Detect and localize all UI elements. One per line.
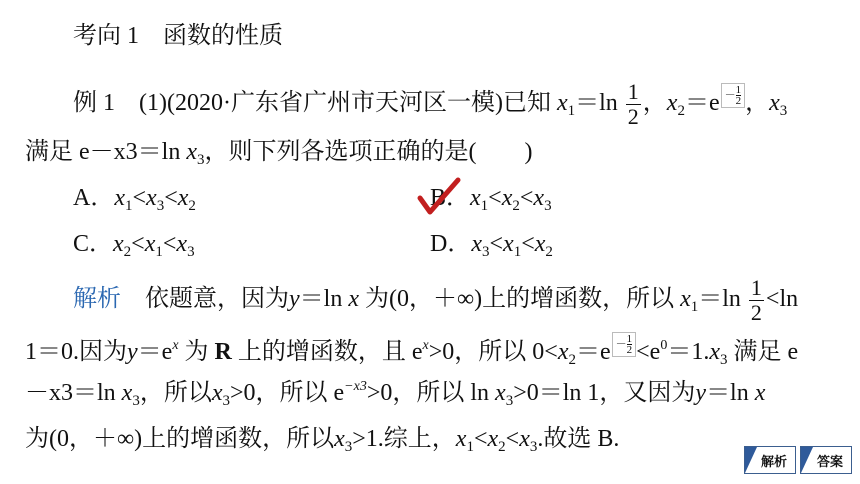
- option-b: B．$x_1<x_2<x_3$: [430, 185, 552, 214]
- answer-button[interactable]: 答案: [800, 446, 852, 474]
- analysis-tag: 解析: [73, 286, 121, 313]
- option-a: A．$x_1<x_3<x_2$: [73, 185, 196, 214]
- exponent-neg-half-2: － $\frac{1}{2}$: [612, 332, 637, 357]
- option-c: C．$x_2<x_1<x_3$: [73, 231, 195, 260]
- example-label: 例 1 (1)(2020·广东省广州市天河区一模)已知: [73, 90, 551, 117]
- exponent-neg-half: － $\frac{1}{2}$: [721, 83, 746, 108]
- section-title: 考向 1 函数的性质: [73, 23, 283, 49]
- analysis-line-1: 解析 依题意，因为y＝ln x 为(0，＋∞)上的增函数，所以 $x_1=\ln$ $\frac{1}{2}$ <ln: [73, 275, 799, 325]
- fraction-one-half-2: $\frac{1}{2}$: [750, 275, 762, 325]
- example-line-1: 例 1 (1)(2020·广东省广州市天河区一模)已知 $x_1=\ln$ $\frac{1}{2}$ ，$x_2=e$ － $\frac{1}{2}$ ，$x_3$: [73, 79, 788, 129]
- fraction-one-half: $\frac{1}{2}$: [627, 79, 639, 129]
- analysis-button[interactable]: 解析: [744, 446, 796, 474]
- analysis-line-2: 1＝0.因为$y=e^x$ 为 R 上的增函数，且 $e^x>0$，所以 $0<x_2=e$ － $\frac{1}{2}$ $<e^0=1.x_3$ 满足 e: [25, 333, 799, 369]
- checkmark-icon: [416, 176, 462, 216]
- option-d: D．$x_3<x_1<x_2$: [430, 231, 553, 260]
- example-line-2: 满足 e－x3＝ln $x_3$，则下列各选项正确的是( ): [25, 139, 533, 168]
- analysis-line-3: －x3＝ln $x_3$，所以$x_3>0$，所以 $e^{-x3}>0$，所以 $\ln x_3>0=\ln$ 1，又因为y＝ln x: [25, 379, 766, 409]
- nav-buttons: [744, 446, 852, 474]
- analysis-line-4: 为(0，＋∞)上的增函数，所以$x_3>1$.综上，$x_1<x_2<x_3$.故选 B.: [25, 426, 620, 455]
